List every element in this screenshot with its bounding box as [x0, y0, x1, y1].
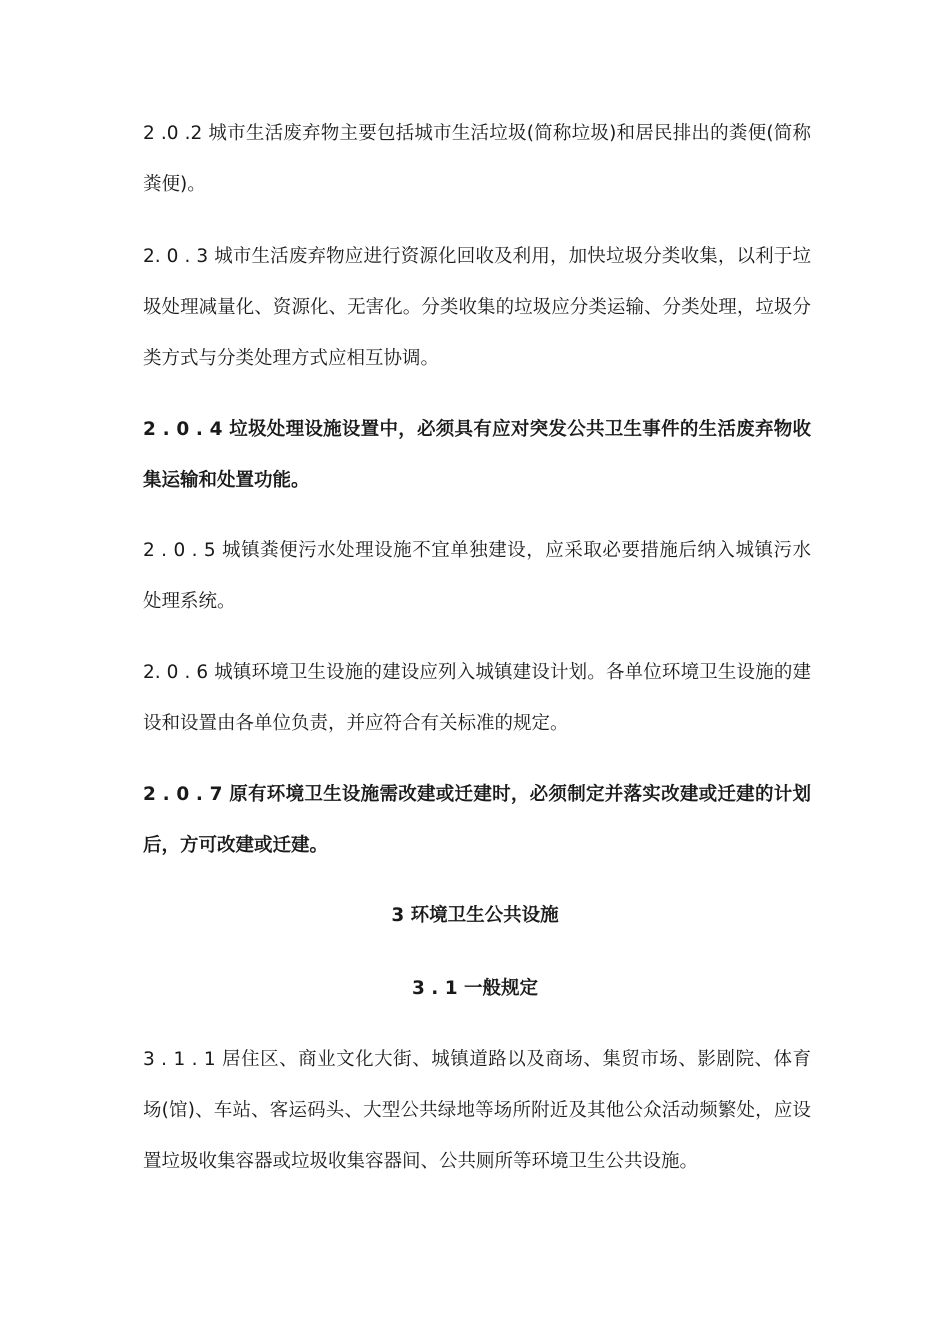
- paragraph-2-0-5: 2 . 0 . 5 城镇粪便污水处理设施不宜单独建设，应采取必要措施后纳入城镇污水处理系统。: [143, 540, 811, 612]
- section-3-1-heading: 3 . 1 一般规定: [411, 978, 539, 999]
- paragraph-2-0-6: 2. 0 . 6 城镇环境卫生设施的建设应列入城镇建设计划。各单位环境卫生设施的建设和设置由各单位负责，并应符合有关标准的规定。: [143, 662, 811, 734]
- paragraph-2-0-2: 2 .0 .2 城市生活废弃物主要包括城市生活垃圾(简称垃圾)和居民排出的粪便(简称粪便)。: [143, 123, 811, 195]
- paragraph-2-0-7: 2 . 0 . 7 原有环境卫生设施需改建或迁建时，必须制定并落实改建或迁建的计划后，方可改建或迁建。: [143, 784, 811, 856]
- paragraph-2-0-4: 2 . 0 . 4 垃圾处理设施设置中，必须具有应对突发公共卫生事件的生活废弃物收集运输和处置功能。: [143, 419, 811, 491]
- chapter-3-heading: 3 环境卫生公共设施: [391, 905, 559, 926]
- paragraph-2-0-3: 2. 0 . 3 城市生活废弃物应进行资源化回收及利用，加快垃圾分类收集，以利于垃圾处理减量化、资源化、无害化。分类收集的垃圾应分类运输、分类处理，垃圾分类方式与分类处理方式应相互协调。: [143, 246, 811, 369]
- paragraph-3-1-1: 3 . 1 . 1 居住区、商业文化大街、城镇道路以及商场、集贸市场、影剧院、体育场(馆)、车站、客运码头、大型公共绿地等场所附近及其他公众活动频繁处，应设置垃圾收集容器或垃圾收集容器间、公共厕所等环境卫生公共设施。: [143, 1049, 811, 1172]
